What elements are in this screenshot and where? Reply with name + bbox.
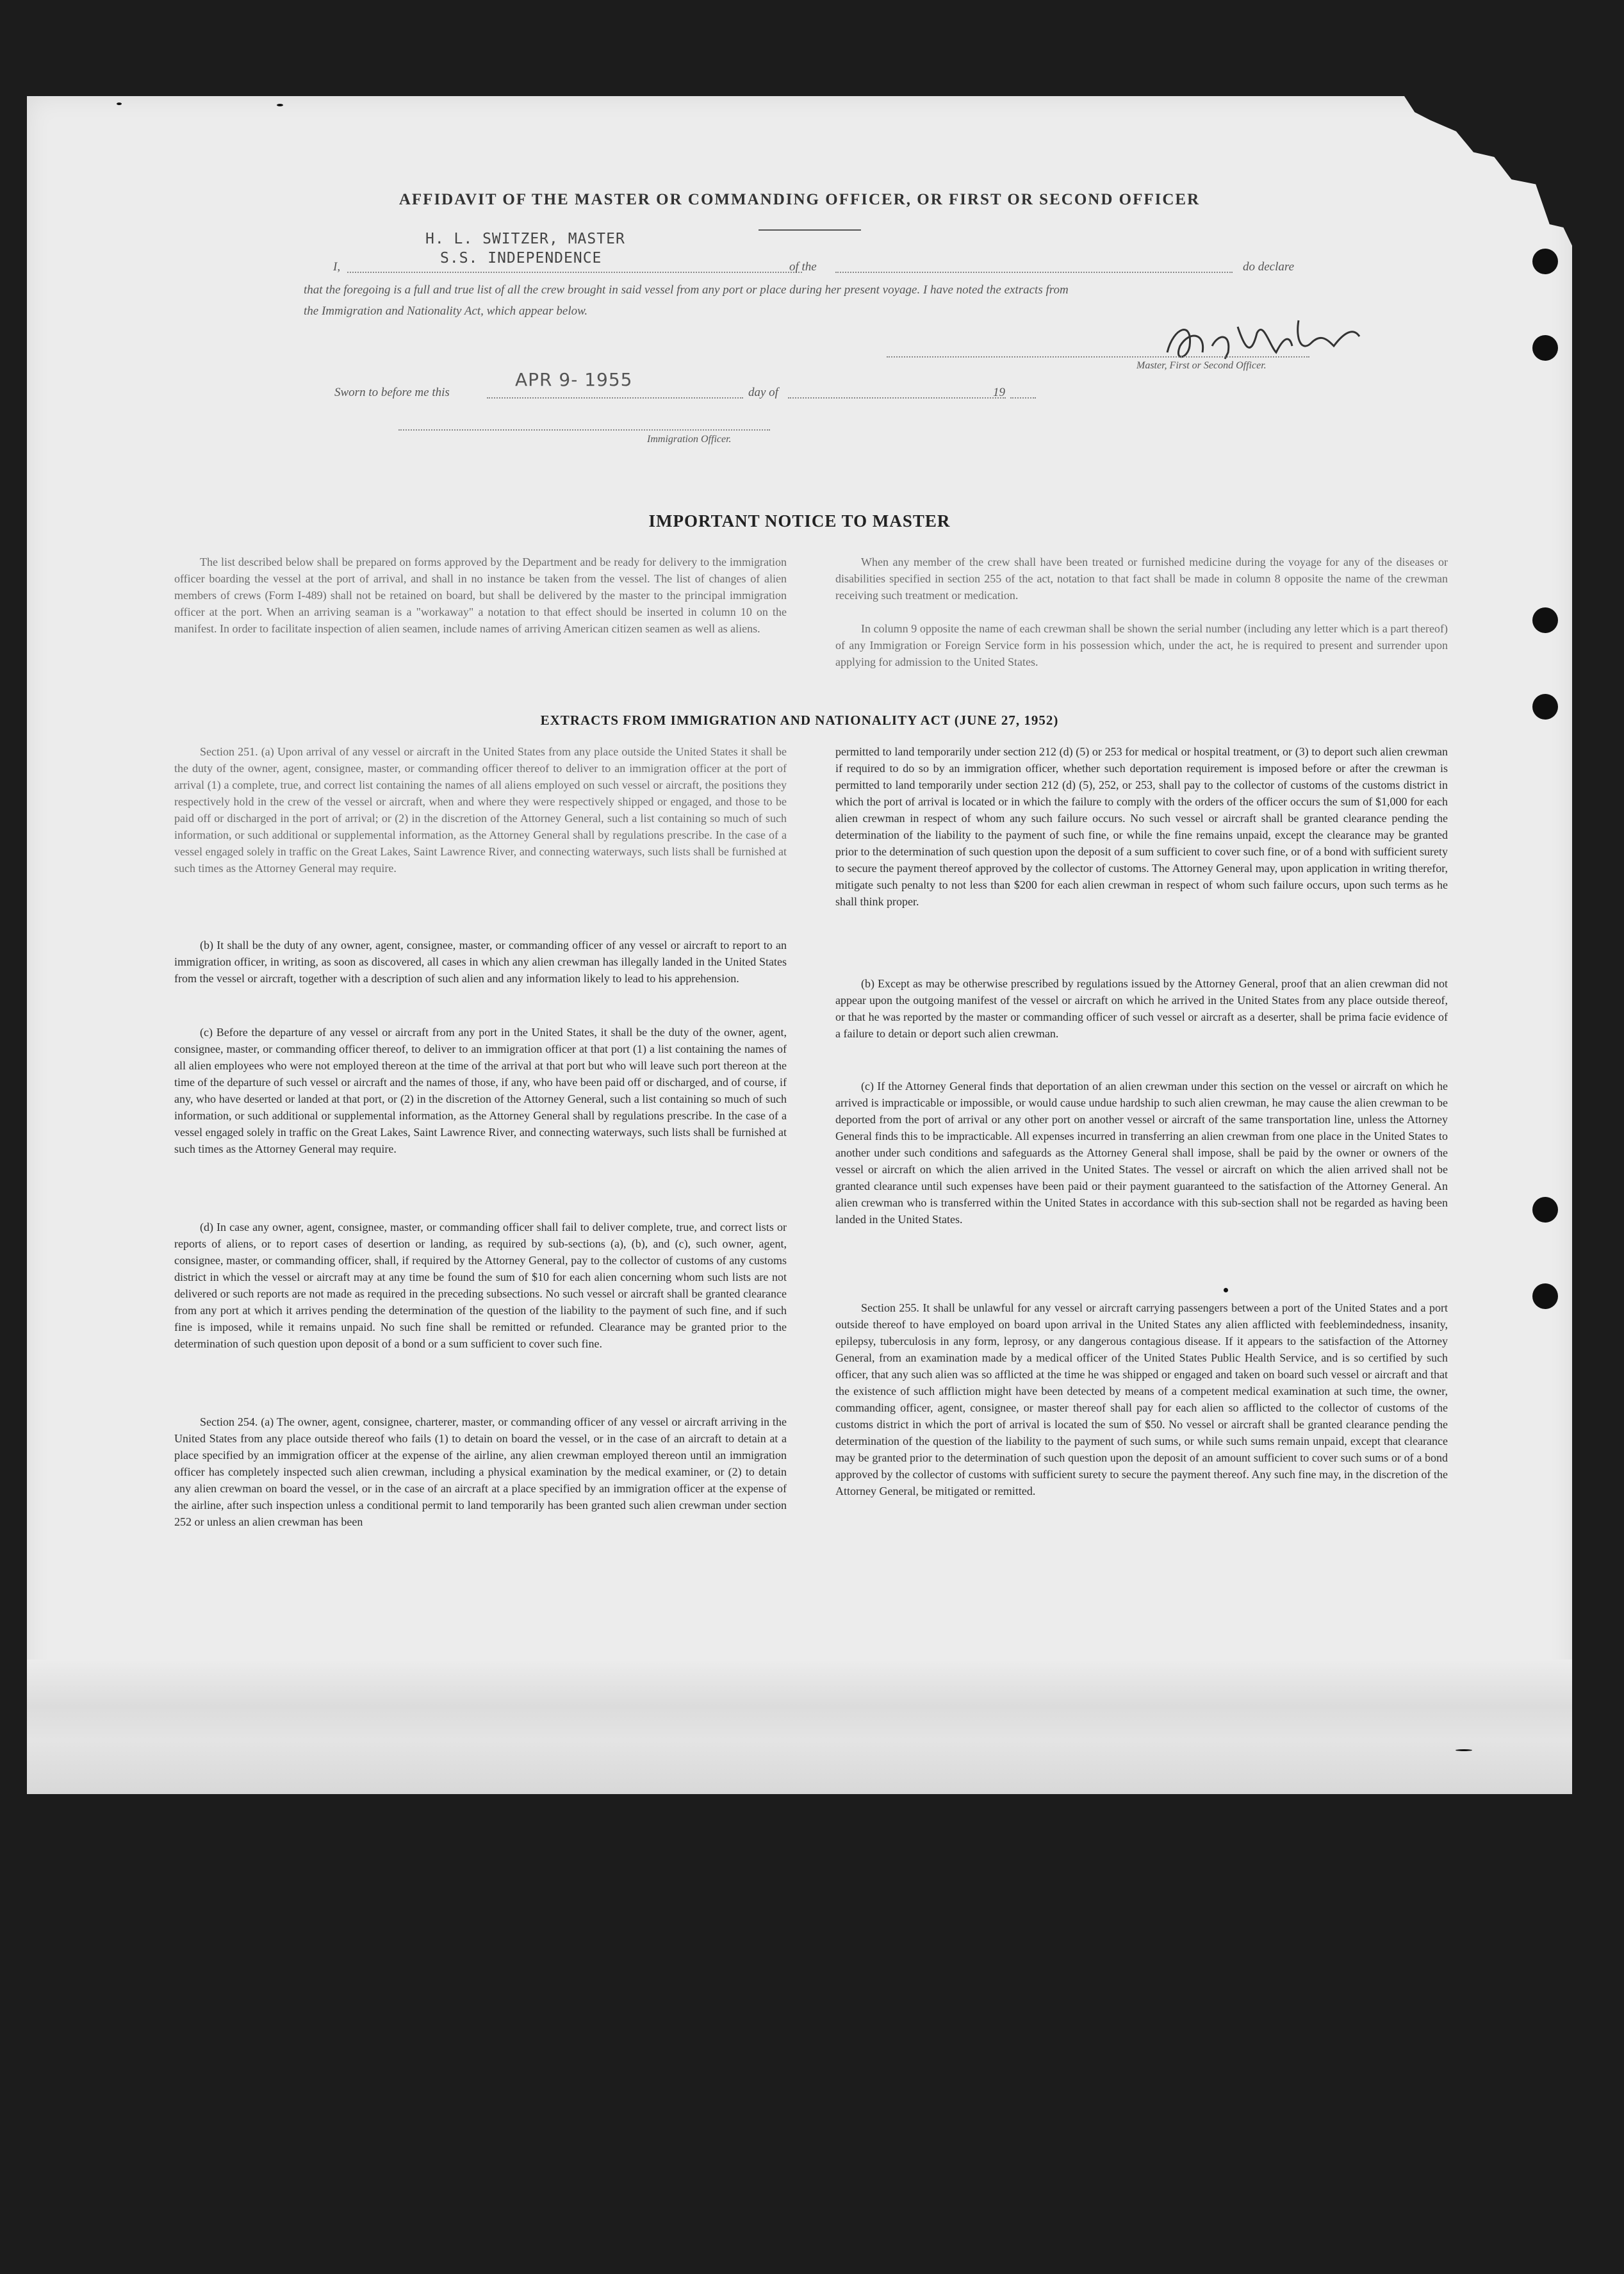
- section-255: Section 255. It shall be unlawful for any vessel or aircraft carrying passengers between a port of the United States and a port outside thereof to have employed on board upon arrival in the United States any alien afflicted with feeblemindedness, insanity, epilepsy, tuberculosis in any form, leprosy, or any dangerous contagious disease. If it appears to the satisfaction of the Attorney General, from an examination made by a medical officer of the United States Public Health Service, and is so certified by such officer, that any such alien was so afflicted at the time he was shipped or engaged and taken on board such vessel or aircraft and that the existence of such affliction might have been detected by means of a competent medical examination at such time, the owner, commanding officer, agent, consignee, or master thereof shall pay for each alien so afflicted to the collector of customs of the customs district in which the port of arrival is located the sum of $50. No vessel or aircraft shall be granted clearance pending the determination of the question of the liability to the payment of such sums, or while such sums remain unpaid, except that clearance may be granted prior to the determination of such question upon the deposit of an amount sufficient to cover such sums or of a bond approved by the collector of customs with sufficient surety to secure the payment thereof. Any such fine may, in the discretion of the Attorney General, be mitigated or remitted.: [835, 1301, 1448, 1497]
- sworn-day-line: [487, 397, 743, 399]
- affidavit-statement-line1: that the foregoing is a full and true list of all the crew brought in said vessel from any port or place during her present voyage. I have noted the extracts from: [304, 283, 1069, 297]
- scan-speck: [1456, 1749, 1472, 1751]
- binder-hole: [1532, 607, 1558, 633]
- officer-line: [398, 429, 770, 431]
- section-254-a-continued: permitted to land temporarily under section 212 (d) (5) or 253 for medical or hospital treatment, or (3) to deport such alien crewman if required to do so by an immigration officer, whether such deportation requirement is imposed before or after the crewman is permitted to land temporarily under section 212 (d) (5), 252, or 253, shall pay to the collector of customs of the customs district in which the port of arrival is located or in which the failure to comply with the orders of the officer occurs the sum of $1,000 for each alien crewman in respect of whom any such failure occurs. No such vessel or aircraft shall be granted clearance pending the determination of the liability to the payment of such fine, or while the fine remains unpaid, except the clearance may be granted prior to the determination of such question upon the deposit of a sum sufficient to cover such fine, or of a bond with sufficient surety to secure the payment thereof approved by the collector of customs. The Attorney General may, upon application in writing therefor, mitigate such penalty to not less than $200 for each alien crewman in respect of whom such failure occurs, upon such terms as he shall think proper.: [835, 745, 1448, 908]
- torn-corner: [1404, 96, 1572, 256]
- month-line: [788, 397, 1006, 399]
- section-251-b: (b) It shall be the duty of any owner, agent, consignee, master, or commanding officer of any vessel or aircraft to report to an immigration officer, in writing, as soon as discovered, all cases in which any alien crewman has illegally landed in the United States from the vessel or aircraft, together with a description of such alien and any information likely to lead to his apprehension.: [174, 939, 787, 985]
- signature-line: [887, 356, 1309, 358]
- binder-hole: [1532, 1197, 1558, 1223]
- notice-title: IMPORTANT NOTICE TO MASTER: [648, 511, 951, 531]
- officer-caption: Immigration Officer.: [647, 434, 732, 445]
- scan-speck: [1224, 1288, 1228, 1292]
- scan-speck: [277, 104, 283, 106]
- year-label: 19: [993, 386, 1005, 399]
- sworn-date-stamp: APR 9- 1955: [515, 369, 633, 390]
- vessel-line: [835, 272, 1233, 273]
- year-line: [1010, 397, 1036, 399]
- signature-caption: Master, First or Second Officer.: [1136, 360, 1267, 371]
- section-254-a: Section 254. (a) The owner, agent, consignee, charterer, master, or commanding officer of any vessel or aircraft arriving in the United States from any place outside thereof who fails (1) to detain on board the vessel, or in the case of an aircraft to detain at a place specified by an immigration officer at the expense of the airline, any alien crewman employed thereon until an immigration officer has completely inspected such alien crewman, including a physical examination by the medical examiner, or (2) to detain any alien crewman on board the vessel, or in the case of an aircraft at a place specified by an immigration officer at the expense of the airline, after such inspection unless a conditional permit to land temporarily has been granted such alien crewman under section 252 or unless an alien crewman has been: [174, 1415, 787, 1528]
- section-251-c: (c) Before the departure of any vessel or aircraft from any port in the United States, it shall be the duty of the owner, agent, consignee, master, or commanding officer thereof, to deliver to an immigration officer at that port (1) a list containing the names of all alien employees who were not employed thereon at the time of the arrival at that port but who will leave such port thereon at the time of the departure of such vessel or aircraft and the names of those, if any, who have been paid off or discharged, and of course, if any, who have deserted or landed at that port, or (2) in the discretion of the Attorney General, such a list containing so much of such information, or such additional or supplemental information, as the Attorney General shall by regulations prescribe. In the case of a vessel engaged solely in traffic on the Great Lakes, Saint Lawrence River, and connecting waterways, such lists shall be furnished at such times as the Attorney General may require.: [174, 1026, 787, 1155]
- day-of-label: day of: [748, 386, 778, 399]
- page-bottom-shading: [27, 1660, 1572, 1794]
- notice-right-paragraph-1: When any member of the crew shall have been treated or furnished medicine during the voyage for any of the diseases or disabilities specified in section 255 of the act, notation to that fact shall be made in column 8 opposite the name of the crewman receiving such treatment or medication.: [835, 556, 1448, 602]
- affidavit-statement-line2: the Immigration and Nationality Act, which appear below.: [304, 304, 588, 318]
- section-254-b: (b) Except as may be otherwise prescribed by regulations issued by the Attorney General, proof that an alien crewman did not appear upon the outgoing manifest of the vessel or aircraft on which he arrived in the United States from any place outside thereof, or that he was reported by the master or commanding officer of such vessel or aircraft as a deserter, shall be prima facie evidence of a failure to detain or deport such alien crewman.: [835, 977, 1448, 1040]
- extracts-title: EXTRACTS FROM IMMIGRATION AND NATIONALITY ACT (JUNE 27, 1952): [540, 713, 1059, 728]
- of-the-label: of the: [789, 260, 817, 274]
- i-label: I,: [333, 260, 341, 274]
- sworn-label: Sworn to before me this: [334, 386, 450, 399]
- notice-right-paragraph-2: In column 9 opposite the name of each crewman shall be shown the serial number (including any letter which is a part thereof) of any Immigration or Foreign Service form in his possession which, under the act, he is required to present and surrender upon applying for admission to the United States.: [835, 622, 1448, 668]
- section-251-a: Section 251. (a) Upon arrival of any vessel or aircraft in the United States from any place outside the United States it shall be the duty of the owner, agent, consignee, master, or commanding officer thereof to deliver to an immigration officer at the port of arrival (1) a complete, true, and correct list containing the names of all aliens employed on such vessel or aircraft, the positions they respectively hold in the crew of the vessel or aircraft, when and where they were respectively shipped or engaged, and those to be paid off or discharged in the port of arrival; or (2) in the discretion of the Attorney General, such a list containing so much of such information, or such additional or supplemental information, as the Attorney General shall by regulations prescribe. In the case of a vessel engaged solely in traffic on the Great Lakes, Saint Lawrence River, and connecting waterways, such lists shall be furnished at such times as the Attorney General may require.: [174, 745, 787, 875]
- binder-hole: [1532, 1283, 1558, 1309]
- section-251-d: (d) In case any owner, agent, consignee, master, or commanding officer shall fail to deliver complete, true, and correct lists or reports of aliens, or to report cases of desertion or landing, as required by sub-sections (a), (b), and (c), such owner, agent, consignee, master, or commanding officer, shall, if required by the Attorney General, pay to the collector of customs of any customs district in which the vessel or aircraft may at any time be found the sum of $10 for each alien concerning whom such lists are not delivered or such reports are not made as required in the preceding subsections. No such vessel or aircraft shall be granted clearance from any port at which it arrives pending the determination of the question of the liability to the payment of such fine, and if such fine is imposed, while it remains unpaid. No such fine shall be remitted or refunded. Clearance may be granted prior to the determination of such question upon deposit of a bond or a sum sufficient to cover such fine.: [174, 1221, 787, 1350]
- affidavit-title: AFFIDAVIT OF THE MASTER OR COMMANDING OFFICER, OR FIRST OR SECOND OFFICER: [398, 191, 1201, 208]
- binder-hole: [1532, 335, 1558, 361]
- binder-hole: [1532, 249, 1558, 274]
- document-page: [27, 96, 1572, 1794]
- declare-label: do declare: [1243, 260, 1295, 274]
- scan-speck: [117, 103, 122, 105]
- notice-left-paragraph: The list described below shall be prepared on forms approved by the Department and be ready for delivery to the immigration officer boarding the vessel at the port of arrival, and shall in no instance be taken from the vessel. The list of changes of alien members of crews (Form I-489) shall not be retained on board, but shall be delivered by the master to the principal immigration officer at the port. When an arriving seaman is a "workaway" a notation to that effect should be inserted in column 10 on the manifest. In order to facilitate inspection of alien seamen, include names of arriving American citizen seamen as well as aliens.: [174, 556, 787, 635]
- title-divider: [759, 229, 861, 231]
- section-254-c: (c) If the Attorney General finds that deportation of an alien crewman under this section on the vessel or aircraft on which he arrived is impracticable or impossible, or would cause undue hardship to such alien crewman, he may cause the alien crewman to be deported from the port of arrival or any other port on another vessel or aircraft of the same transportation line, unless the Attorney General finds this to be impracticable. All expenses incurred in transferring an alien crewman from one place in the United States to another under such conditions and safeguards as the Attorney General shall impose, shall be paid by the owner or owners of the vessel or aircraft on which the alien arrived in the United States. The vessel or aircraft on which the alien arrived shall not be granted clearance until such expenses have been paid or their payment guaranteed to the satisfaction of the Attorney General. An alien crewman who is transferred within the United States in accordance with this sub-section shall not be regarded as having been landed in the United States.: [835, 1080, 1448, 1226]
- name-line: [347, 272, 802, 273]
- vessel-name-typed: S.S. INDEPENDENCE: [440, 250, 602, 267]
- master-name-typed: H. L. SWITZER, MASTER: [425, 231, 625, 247]
